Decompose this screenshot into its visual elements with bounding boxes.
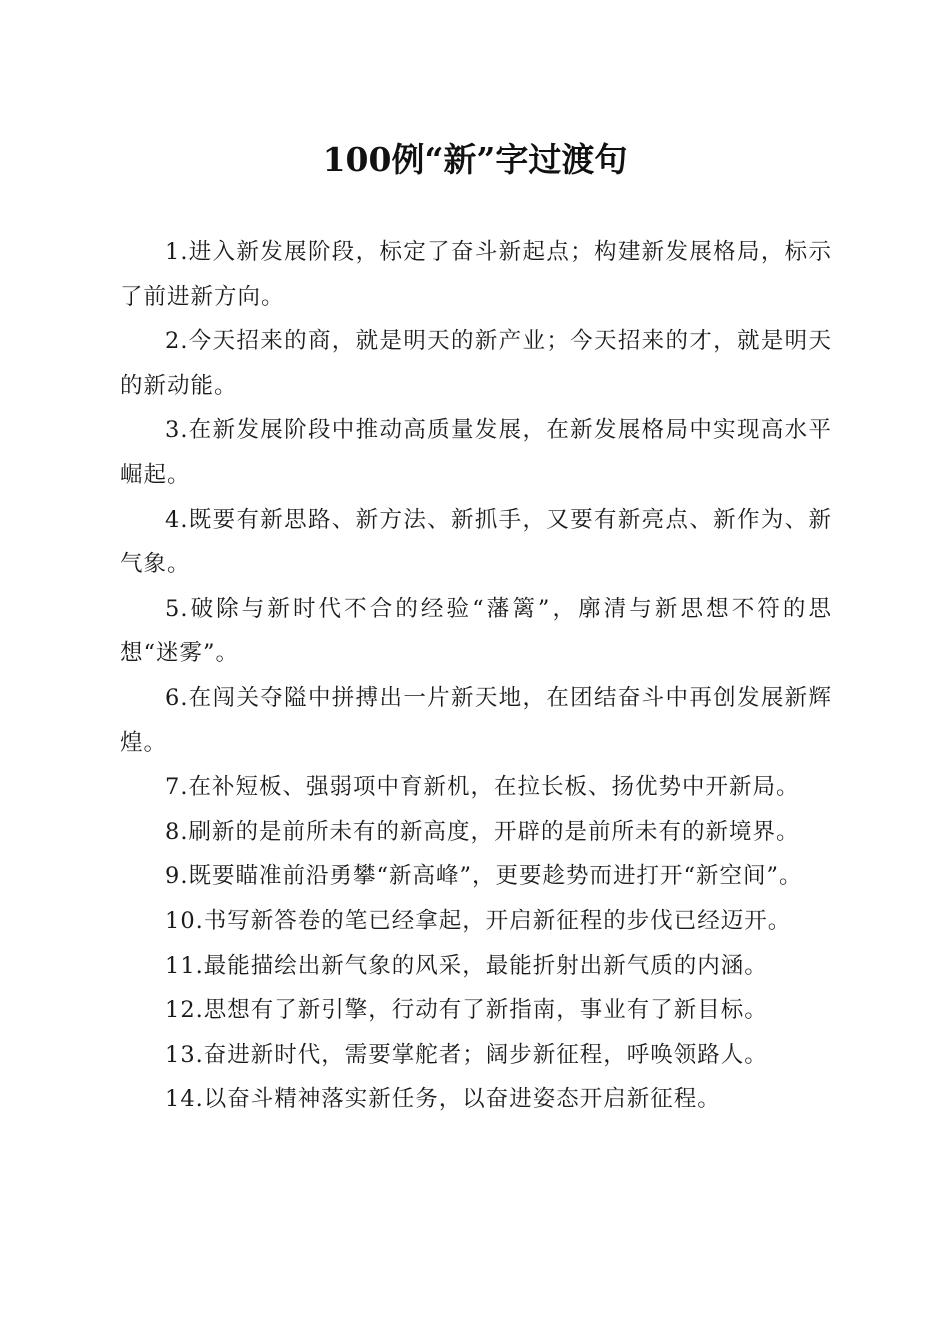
list-item: 14.以奋斗精神落实新任务，以奋进姿态开启新征程。 xyxy=(165,1086,721,1113)
list-item: 6.在闯关夺隘中拼搏出一片新天地，在团结奋斗中再创发展新辉煌。 xyxy=(120,684,832,756)
list-item: 7.在补短板、强弱项中育新机，在拉长板、扬优势中开新局。 xyxy=(165,774,800,801)
list-item: 12.思想有了新引擎，行动有了新指南，事业有了新目标。 xyxy=(165,997,768,1024)
list-item: 13.奋进新时代，需要掌舵者；阔步新征程，呼唤领路人。 xyxy=(165,1041,768,1068)
list-item: 4.既要有新思路、新方法、新抓手，又要有新亮点、新作为、新气象。 xyxy=(120,506,832,578)
document-body xyxy=(120,230,832,1122)
list-item: 11.最能描绘出新气象的风采，最能折射出新气质的内涵。 xyxy=(165,952,768,979)
list-item: 1.进入新发展阶段，标定了奋斗新起点；构建新发展格局，标示了前进新方向。 xyxy=(120,239,832,310)
list-item: 9.既要瞄准前沿勇攀“新高峰”，更要趁势而进打开“新空间”。 xyxy=(165,863,803,890)
list-item: 5.破除与新时代不合的经验“藩篱”，廓清与新思想不符的思想“迷雾”。 xyxy=(120,595,832,667)
list-item: 3.在新发展阶段中推动高质量发展，在新发展格局中实现高水平崛起。 xyxy=(120,417,832,488)
list-item: 8.刷新的是前所未有的新高度，开辟的是前所未有的新境界。 xyxy=(165,818,800,845)
list-item: 10.书写新答卷的笔已经拿起，开启新征程的步伐已经迈开。 xyxy=(165,907,792,934)
list-item: 2.今天招来的商，就是明天的新产业；今天招来的才，就是明天的新动能。 xyxy=(120,328,832,399)
page-title: 100例“新”字过渡句 xyxy=(322,140,628,179)
